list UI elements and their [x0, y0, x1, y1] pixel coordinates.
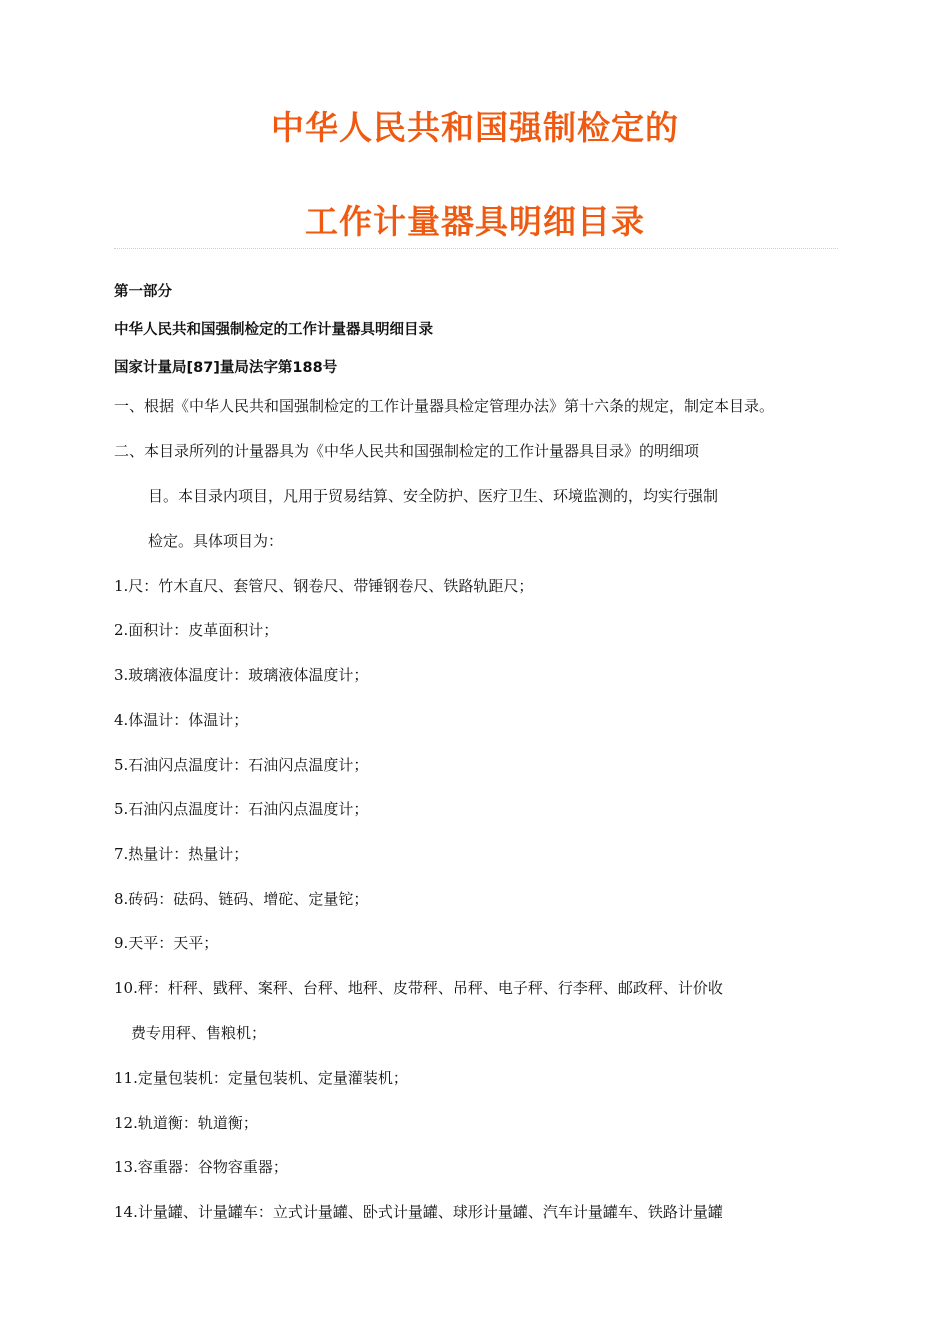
list-item: 4.体温计：体温计； — [114, 711, 249, 729]
paragraph-2-line-1: 二、本目录所列的计量器具为《中华人民共和国强制检定的工作计量器具目录》的明细项 — [114, 442, 700, 460]
list-item: 5.石油闪点温度计：石油闪点温度计； — [114, 800, 369, 818]
list-item: 9.天平：天平； — [114, 934, 219, 952]
list-item: 8.砖码：砝码、链码、增砣、定量铊； — [114, 890, 369, 908]
document-title-line-1: 中华人民共和国强制检定的 — [271, 108, 679, 147]
paragraph-2-line-2: 目。本目录内项目，凡用于贸易结算、安全防护、医疗卫生、环境监测的，均实行强制 — [148, 487, 719, 505]
document-title-line-2: 工作计量器具明细目录 — [305, 202, 645, 241]
document-number: 国家计量局[87]量局法字第188号 — [114, 360, 338, 376]
list-item: 14.计量罐、计量罐车：立式计量罐、卧式计量罐、球形计量罐、汽车计量罐车、铁路计量罐 — [114, 1203, 723, 1221]
paragraph-1: 一、根据《中华人民共和国强制检定的工作计量器具检定管理办法》第十六条的规定，制定本目录。 — [114, 397, 775, 415]
list-item-10-line-1: 10.秤：杆秤、戥秤、案秤、台秤、地秤、皮带秤、吊秤、电子秤、行李秤、邮政秤、计价收 — [114, 979, 723, 997]
list-item-10-line-2: 费专用秤、售粮机； — [131, 1024, 267, 1042]
list-item: 3.玻璃液体温度计：玻璃液体温度计； — [114, 666, 369, 684]
title-divider — [114, 248, 838, 249]
list-item: 2.面积计：皮革面积计； — [114, 621, 279, 639]
list-item: 5.石油闪点温度计：石油闪点温度计； — [114, 756, 369, 774]
list-item: 7.热量计：热量计； — [114, 845, 249, 863]
part-heading: 第一部分 — [114, 284, 172, 300]
catalog-subtitle: 中华人民共和国强制检定的工作计量器具明细目录 — [114, 322, 433, 338]
list-item: 11.定量包装机：定量包装机、定量灌装机； — [114, 1069, 408, 1087]
list-item: 1.尺：竹木直尺、套管尺、钢卷尺、带锤钢卷尺、铁路轨距尺； — [114, 577, 534, 595]
list-item: 13.容重器：谷物容重器； — [114, 1158, 288, 1176]
paragraph-2-line-3: 检定。具体项目为： — [148, 532, 284, 550]
list-item: 12.轨道衡：轨道衡； — [114, 1114, 258, 1132]
